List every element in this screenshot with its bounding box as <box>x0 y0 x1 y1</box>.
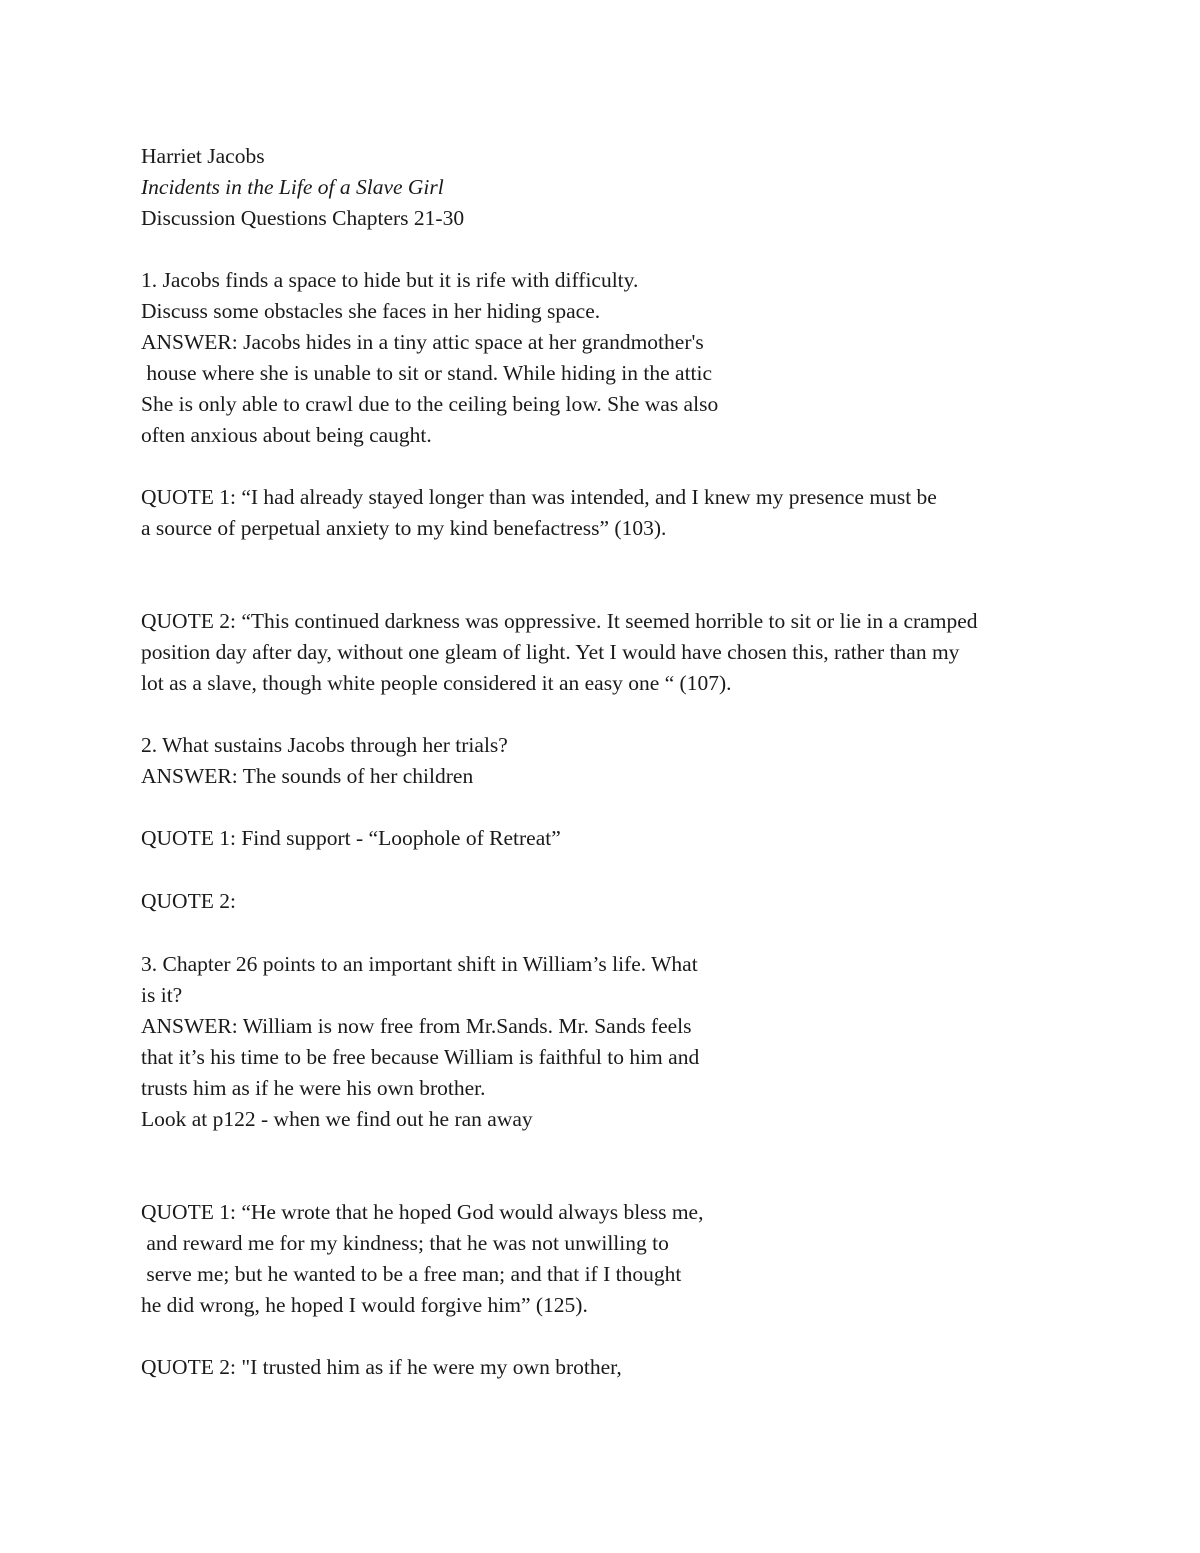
answer-3-line-1: ANSWER: William is now free from Mr.Sands. Mr. Sands feels <box>141 1014 692 1038</box>
q3-quote-1-line-3: serve me; but he wanted to be a free man; and that if I thought <box>141 1262 682 1286</box>
q3-quote-1-line-2: and reward me for my kindness; that he was not unwilling to <box>141 1231 669 1255</box>
q3-quote-2: QUOTE 2: "I trusted him as if he were my own brother, <box>141 1355 622 1379</box>
question-3-line-2: is it? <box>141 983 183 1007</box>
q3-quote-1-line-4: he did wrong, he hoped I would forgive him” (125). <box>141 1293 588 1317</box>
question-1-line-2: Discuss some obstacles she faces in her hiding space. <box>141 299 601 323</box>
question-2: 2. What sustains Jacobs through her trials? <box>141 733 508 757</box>
question-3-line-1: 3. Chapter 26 points to an important shift in William’s life. What <box>141 952 698 976</box>
q1-quote-1-line-1: QUOTE 1: “I had already stayed longer than was intended, and I knew my presence must be <box>141 485 937 509</box>
question-1-line-1: 1. Jacobs finds a space to hide but it is rife with difficulty. <box>141 268 639 292</box>
q1-quote-2-line-1: QUOTE 2: “This continued darkness was oppressive. It seemed horrible to sit or lie in a cramped <box>141 609 978 633</box>
q2-quote-2: QUOTE 2: <box>141 889 236 913</box>
book-title: Incidents in the Life of a Slave Girl <box>141 175 444 199</box>
document-subtitle: Discussion Questions Chapters 21-30 <box>141 206 465 230</box>
author-name: Harriet Jacobs <box>141 144 265 168</box>
answer-1-line-1: ANSWER: Jacobs hides in a tiny attic space at her grandmother's <box>141 330 704 354</box>
answer-3-line-4: Look at p122 - when we find out he ran away <box>141 1107 533 1131</box>
answer-2: ANSWER: The sounds of her children <box>141 764 474 788</box>
answer-1-line-4: often anxious about being caught. <box>141 423 432 447</box>
q1-quote-2-line-2: position day after day, without one gleam of light. Yet I would have chosen this, rather than my <box>141 640 960 664</box>
q1-quote-2-line-3: lot as a slave, though white people considered it an easy one “ (107). <box>141 671 732 695</box>
answer-3-line-2: that it’s his time to be free because William is faithful to him and <box>141 1045 700 1069</box>
answer-3-line-3: trusts him as if he were his own brother. <box>141 1076 486 1100</box>
answer-1-line-2: house where she is unable to sit or stand. While hiding in the attic <box>141 361 713 385</box>
q3-quote-1-line-1: QUOTE 1: “He wrote that he hoped God would always bless me, <box>141 1200 704 1224</box>
q1-quote-1-line-2: a source of perpetual anxiety to my kind benefactress” (103). <box>141 516 667 540</box>
q2-quote-1: QUOTE 1: Find support - “Loophole of Retreat” <box>141 826 561 850</box>
answer-1-line-3: She is only able to crawl due to the ceiling being low. She was also <box>141 392 719 416</box>
